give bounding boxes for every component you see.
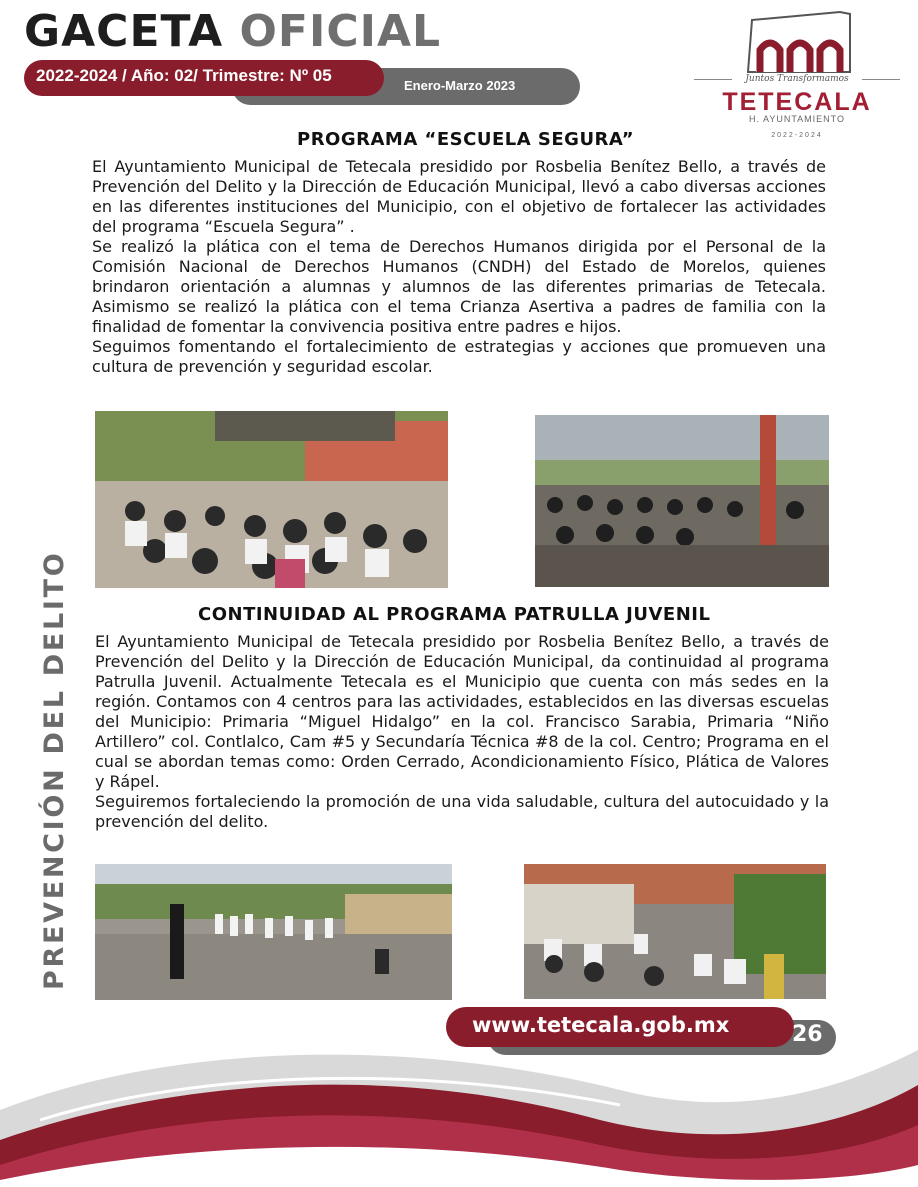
page-number: 26: [792, 1022, 823, 1047]
article-2-paragraph: El Ayuntamiento Municipal de Tetecala presidido por Rosbelia Benítez Bello, a través de Prevención del Delito y la Dirección de Educación Municipal, da continuidad al programa Patrulla Juvenil. Actualmente Tetecala es el Municipio que cuenta con más sedes en la región. Contamos con 4 centros para las actividades, establecidos en las diversas escuelas del Municipio: Primaria “Miguel Hidalgo” en la col. Francisco Sarabia, Primaria “Niño Artillero” col. Contlalco, Cam #5 y Secundaría Técnica #8 de la col. Centro; Programa en el cual se abordan temas como: Orden Cerrado, Acondicionamiento Físico, Plática de Valores y Rápel.: [95, 632, 829, 791]
photo-cndh-talk-students: [95, 411, 448, 588]
section-label: PREVENCIÓN DEL DELITO: [39, 550, 70, 990]
title-word-gaceta: GACETA: [24, 6, 224, 57]
logo-tagline: Juntos Transformamos: [745, 74, 849, 84]
article-1-paragraph: El Ayuntamiento Municipal de Tetecala presidido por Rosbelia Benítez Bello, a través de Prevención del Delito y la Dirección de Educación Municipal, llevó a cabo diversas acciones en las diferentes instituciones del Municipio, con el objetivo de fortalecer las actividades del programa “Escuela Segura” .: [92, 157, 826, 236]
issue-text: 2022-2024 / Año: 02/ Trimestre: Nº 05: [36, 66, 332, 85]
article-2-paragraph: Seguiremos fortaleciendo la promoción de una vida saludable, cultura del autocuidado y la prevención del delito.: [95, 792, 829, 831]
logo-subtitle: H. AYUNTAMIENTO: [748, 114, 845, 124]
title-word-oficial: OFICIAL: [239, 6, 442, 57]
period-text: Enero-Marzo 2023: [404, 78, 516, 93]
issue-badge: [24, 60, 384, 96]
photo-parents-talk: [535, 415, 829, 587]
website-badge: [446, 1007, 794, 1047]
photo-physical-conditioning: [524, 864, 826, 999]
logo-years: 2022-2024: [771, 132, 823, 139]
article-1-body: [92, 157, 826, 377]
photo-youth-patrol-drill: [95, 864, 452, 1000]
article-1-paragraph: Seguimos fomentando el fortalecimiento de estrategias y acciones que promueven una cultura de prevención y seguridad escolar.: [92, 337, 826, 376]
arches-logo-icon: [690, 8, 904, 74]
tetecala-logo: [690, 8, 904, 148]
article-2-title: CONTINUIDAD AL PROGRAMA PATRULLA JUVENIL: [198, 604, 711, 625]
article-1-paragraph: Se realizó la plática con el tema de Derechos Humanos dirigida por el Personal de la Comisión Nacional de Derechos Humanos (CNDH) del Estado de Morelos, quienes brindaron orientación a alumnas y alumnos de las diferentes primarias de Tetecala. Asimismo se realizó la plática con el tema Crianza Asertiva a padres de familia con la finalidad de fomentar la convivencia positiva entre padres e hijos.: [92, 237, 826, 336]
website-url: www.tetecala.gob.mx: [472, 1013, 730, 1037]
article-2-body: [95, 632, 829, 832]
logo-name: TETECALA: [722, 88, 872, 116]
article-1-title: PROGRAMA “ESCUELA SEGURA”: [297, 129, 635, 150]
gazette-title: [24, 2, 441, 62]
